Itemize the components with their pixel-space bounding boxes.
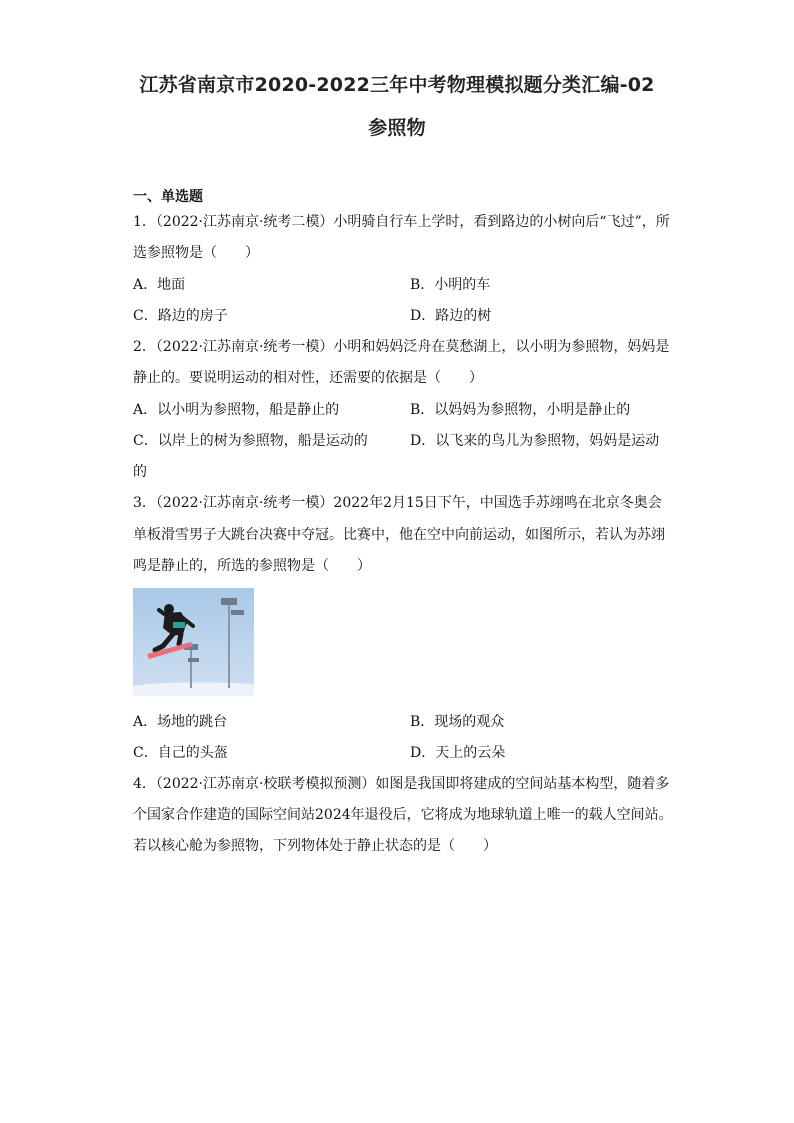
question-1-stem-line-1: 1．（2022·江苏南京·统考二模）小明骑自行车上学时，看到路边的小树向后“飞过”，所 bbox=[133, 214, 670, 230]
question-2-option-d-wrap: 的 bbox=[133, 464, 147, 480]
snowboarder-photo bbox=[133, 588, 254, 696]
question-4-stem-line-3: 若以核心舱为参照物，下列物体处于静止状态的是（ ） bbox=[133, 838, 497, 854]
question-2-option-d: D．以飞来的鸟儿为参照物，妈妈是运动 bbox=[410, 433, 660, 449]
question-4-stem-line-2: 个国家合作建造的国际空间站2024年退役后，它将成为地球轨道上唯一的载人空间站。 bbox=[133, 807, 673, 823]
question-1-option-b: B．小明的车 bbox=[410, 277, 491, 293]
question-3-option-c: C．自己的头盔 bbox=[133, 745, 228, 761]
snowboarder-illustration bbox=[133, 588, 254, 696]
question-3-stem-line-3: 鸣是静止的，所选的参照物是（ ） bbox=[133, 558, 371, 574]
question-3-stem-line-1: 3．（2022·江苏南京·统考一模）2022年2月15日下午，中国选手苏翊鸣在北京冬奥会 bbox=[133, 495, 662, 511]
document-title: 江苏省南京市2020-2022三年中考物理模拟题分类汇编-02 bbox=[139, 74, 655, 96]
question-2-option-b: B．以妈妈为参照物，小明是静止的 bbox=[410, 402, 631, 418]
question-3-stem-line-2: 单板滑雪男子大跳台决赛中夺冠。比赛中，他在空中向前运动，如图所示，若认为苏翊 bbox=[133, 527, 665, 543]
question-2-stem-line-2: 静止的。要说明运动的相对性，还需要的依据是（ ） bbox=[133, 370, 483, 386]
question-1-stem-line-2: 选参照物是（ ） bbox=[133, 245, 259, 261]
question-3-option-a: A．场地的跳台 bbox=[133, 714, 228, 730]
question-2-stem-line-1: 2．（2022·江苏南京·统考一模）小明和妈妈泛舟在莫愁湖上，以小明为参照物，妈妈是 bbox=[133, 339, 670, 355]
question-2-option-a: A．以小明为参照物，船是静止的 bbox=[133, 402, 340, 418]
question-1-option-c: C．路边的房子 bbox=[133, 308, 228, 324]
document-subtitle: 参照物 bbox=[368, 117, 426, 139]
question-2-option-c: C．以岸上的树为参照物，船是运动的 bbox=[133, 433, 368, 449]
question-3-option-d: D．天上的云朵 bbox=[410, 745, 506, 761]
question-4-stem-line-1: 4．（2022·江苏南京·校联考模拟预测）如图是我国即将建成的空间站基本构型，随着多 bbox=[133, 776, 670, 792]
question-3-option-b: B．现场的观众 bbox=[410, 714, 505, 730]
section-heading: 一、单选题 bbox=[133, 189, 203, 205]
question-1-option-a: A．地面 bbox=[133, 277, 186, 293]
question-1-option-d: D．路边的树 bbox=[410, 308, 492, 324]
